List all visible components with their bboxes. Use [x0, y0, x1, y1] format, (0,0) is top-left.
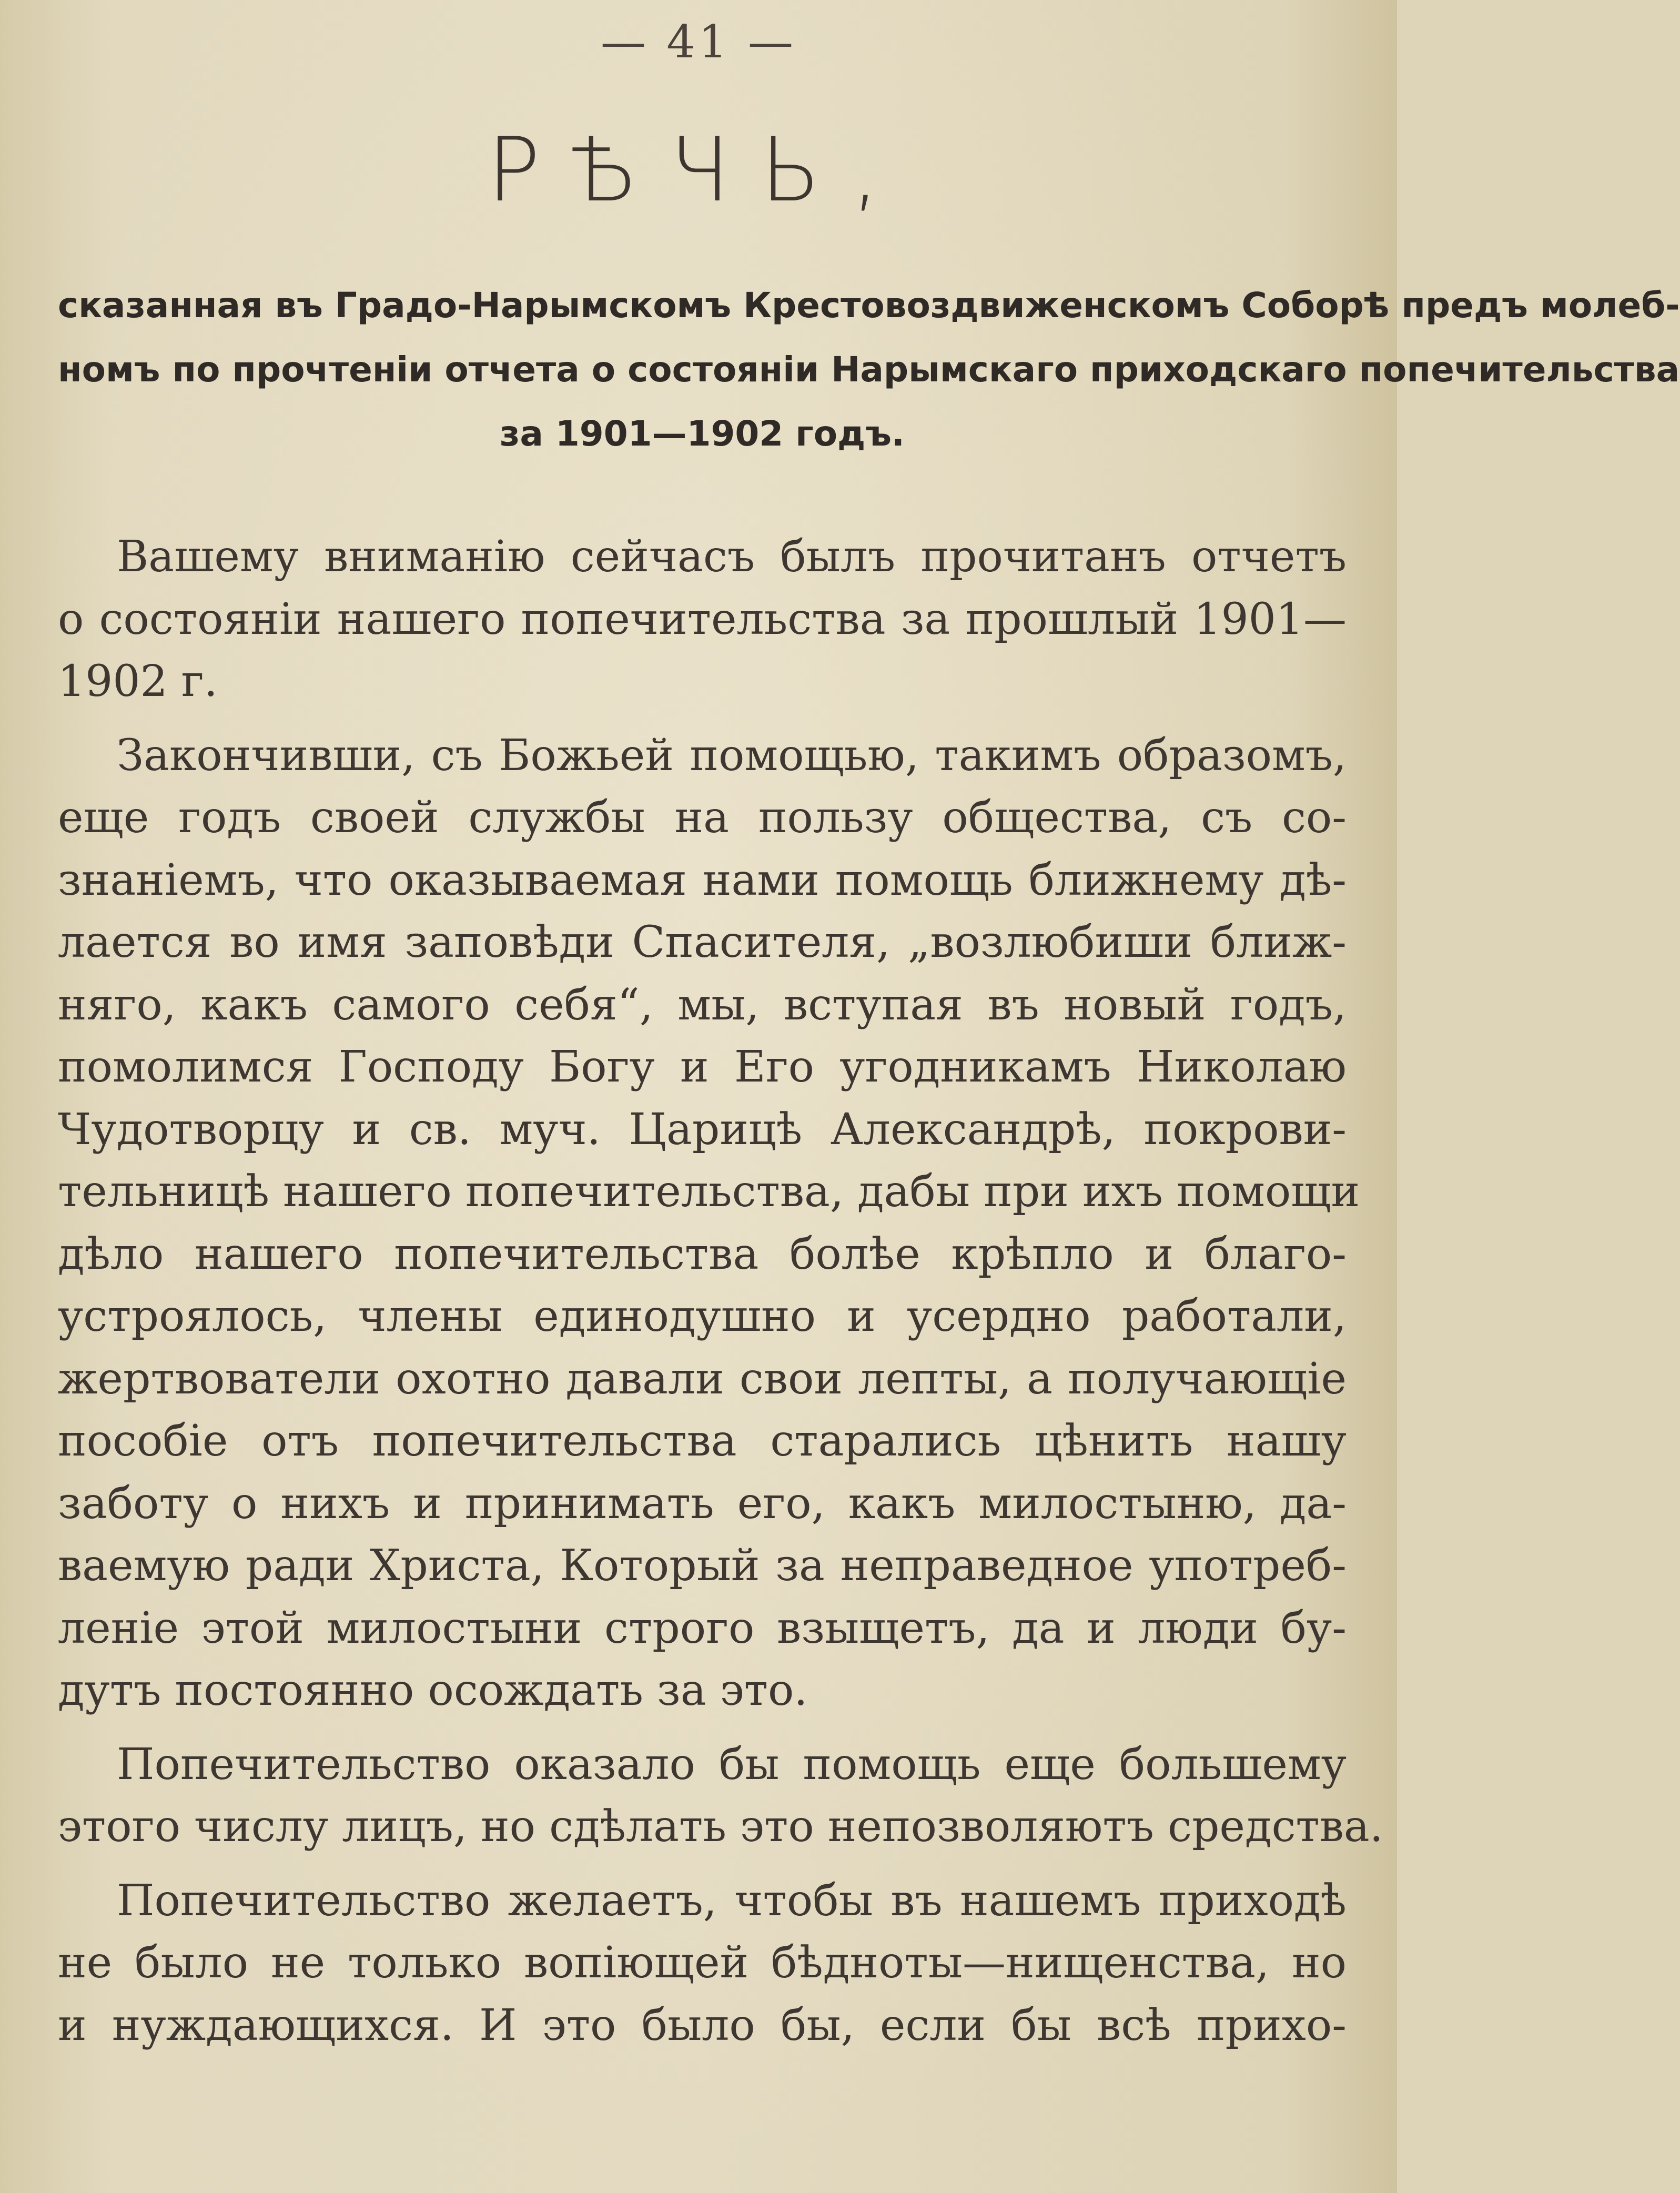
subtitle-line: номъ по прочтеніи отчета о состояніи Нарымскаго приходскаго попечительства [58, 349, 1680, 390]
subtitle-line: сказанная въ Градо-Нарымскомъ Крестовоздвиженскомъ Соборѣ предъ молеб- [58, 285, 1680, 326]
paragraph-2 [58, 725, 1360, 1722]
text-line: заботу о нихъ и принимать его, какъ милостыню, да- [58, 1478, 1347, 1529]
text-line: о состояніи нашего попечительства за прошлый 1901— [58, 594, 1347, 644]
text-line: леніе этой милостыни строго взыщетъ, да и люди бу- [58, 1603, 1347, 1653]
text-line: дѣло нашего попечительства болѣе крѣпло и благо- [58, 1229, 1347, 1279]
text-line: не было не только вопіющей бѣдноты—нищенства, но [58, 1938, 1347, 1988]
text-line: тельницѣ нашего попечительства, дабы при ихъ помощи [58, 1167, 1360, 1217]
text-line: знаніемъ, что оказываемая нами помощь ближнему дѣ- [58, 855, 1347, 905]
text-line: Вашему вниманію сейчасъ былъ прочитанъ отчетъ [117, 532, 1347, 582]
text-line: этого числу лицъ, но сдѣлать это непозволяютъ средства. [58, 1802, 1383, 1852]
subtitle [58, 274, 1680, 466]
text-line: Попечительство желаетъ, чтобы въ нашемъ приходѣ [117, 1875, 1347, 1926]
text-line: Чудотворцу и св. муч. Царицѣ Александрѣ, покрови- [58, 1104, 1347, 1155]
page-number: — 41 — [600, 16, 797, 68]
text-line: няго, какъ самого себя“, мы, вступая въ новый годъ, [58, 979, 1347, 1030]
text-line: ваемую ради Христа, Который за неправедное употреб- [58, 1541, 1347, 1591]
page-title: РѢЧЬ, [487, 118, 910, 221]
paragraph-1 [58, 526, 1347, 713]
text-line: 1902 г. [58, 656, 218, 706]
text-line: помолимся Господу Богу и Его угодникамъ Николаю [58, 1042, 1347, 1092]
paragraph-4 [58, 1870, 1347, 2057]
body-text [58, 526, 1383, 2068]
text-line: лается во имя заповѣди Спасителя, „возлюбиши ближ- [58, 917, 1347, 967]
paragraph-3 [58, 1734, 1383, 1858]
text-line: еще годъ своей службы на пользу общества, съ со- [58, 793, 1347, 843]
text-line: Попечительство оказало бы помощь еще большему [117, 1739, 1347, 1790]
subtitle-line: за 1901—1902 годъ. [499, 413, 905, 454]
text-line: и нуждающихся. И это было бы, если бы всѣ прихо- [58, 2000, 1347, 2050]
text-line: устроялось, члены единодушно и усердно работали, [58, 1291, 1347, 1341]
text-line: Закончивши, съ Божьей помощью, такимъ образомъ, [117, 730, 1347, 781]
text-line: пособіе отъ попечительства старались цѣнить нашу [58, 1416, 1347, 1466]
text-line: дутъ постоянно осождать за это. [58, 1665, 808, 1715]
text-line: жертвователи охотно давали свои лепты, а получающіе [58, 1353, 1347, 1404]
